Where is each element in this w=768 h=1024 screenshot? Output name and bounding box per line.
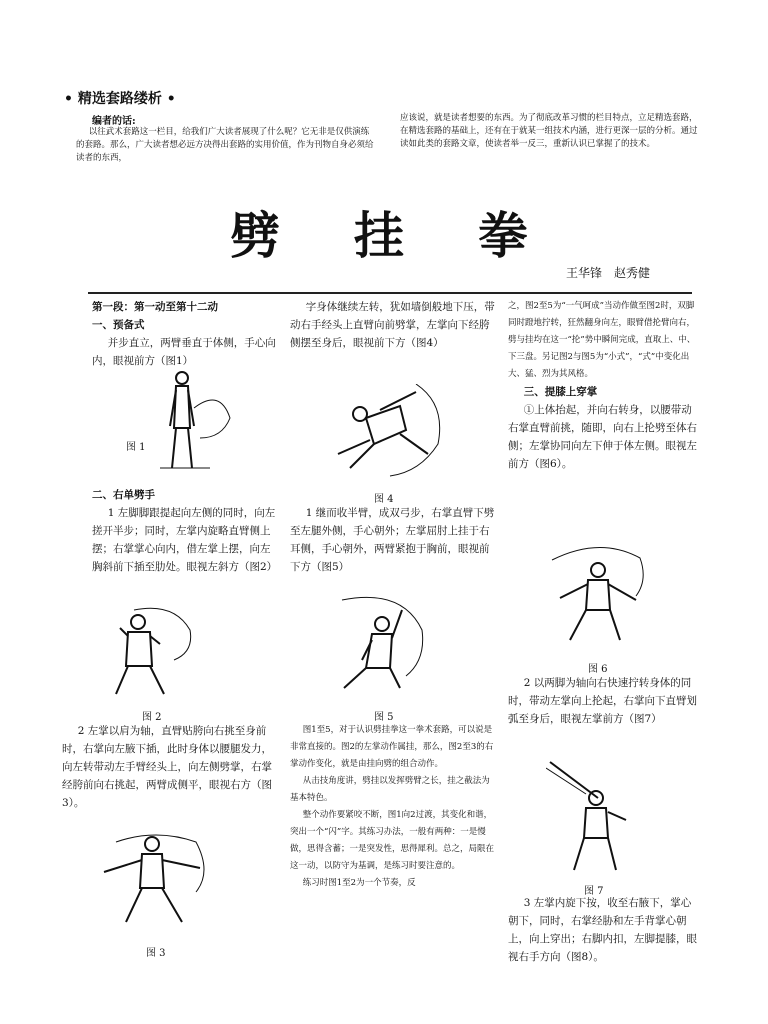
figure-7-caption: 图 7: [584, 886, 604, 897]
column-3-bottom: [508, 894, 700, 966]
paragraph: ①上体抬起，并向右转身，以腰带动右掌直臂前挑，随即，向右上抡劈至体右侧；左掌协同向左下伸于体左侧。眼视左前方（图6）。: [508, 404, 697, 470]
section-label: • 精选套路缕析 •: [64, 91, 176, 107]
title-divider: [88, 292, 692, 294]
column-2-bottom: [290, 722, 495, 892]
subheading-lift-knee: 三、提膝上穿掌: [523, 386, 598, 398]
paragraph: 之，图2至5为“一气呵成”当动作做至图2时，双脚同时蹬地拧转，狂然翻身向左，眼臂借抡臂向右，劈与挂均在这一“抡”势中瞬间完成，直取上、中、下三盘。另记图2与图5为“小式”，“式”中变化出大、猛、烈为其风格。: [508, 301, 696, 379]
figure-2-illustration: [104, 602, 204, 702]
figure-5-caption: 图 5: [374, 712, 394, 723]
paragraph: 并步直立，两臂垂直于体侧，手心向内，眼视前方（图1）: [92, 337, 276, 367]
column-2-mid: [290, 504, 495, 576]
editor-note-right-text: 应该说，就是读者想要的东西。为了彻底改革习惯的栏目特点，立足精选套路，在精选套路的基础上，还有在于就某一组技术内涵，进行更深一层的分析。通过读如此类的套路文章，使读者举一反三，重新认识已掌握了的技术。: [400, 113, 698, 149]
figure-3-illustration: [96, 832, 216, 932]
editor-heading: 编者的话:: [92, 116, 136, 127]
editor-note-left-text: 以往武术套路这一栏目，给我们广大读者展现了什么呢？它无非是仅供演练的套路。那么，广大读者想必远方决得出套路的实用价值，作为刊物自身必须给读者的东西，: [76, 127, 374, 163]
paragraph: 2 以两脚为轴向右快速拧转身体的同时，带动左掌向上抡起，右掌向下直臂划弧至身后，眼视左掌前方（图7）: [508, 677, 697, 725]
figure-4-caption: 图 4: [374, 494, 394, 505]
figure-2-caption: 图 2: [142, 712, 162, 723]
paragraph: 3 左掌内旋下按，收至右腋下，掌心朝下，同时，右掌经胁和左手背掌心朝上，向上穿出；右脚内扣，左脚提膝，眼视右手方向（图8）。: [508, 897, 697, 963]
column-1-bottom: [62, 722, 277, 812]
paragraph: 图1至5，对于认识劈挂拳这一拳术套路，可以说是非常直接的。图2的左掌动作属挂，那么，图2至3的右掌动作变化，就是由挂向劈的组合动作。: [290, 725, 494, 769]
subheading-right-single-chop: 二、右单劈手: [92, 489, 155, 501]
editor-note-right: [400, 112, 700, 151]
paragraph: 整个动作要紧咬不断，图1向2过渡，其变化和谐，突出一个“闪”字。其练习办法，一般有两种：一是慢做，思得含蓄；一是突发性，思得犀利。总之，局限在这一动，以防守为基调，是练习时要注意的。: [290, 810, 495, 871]
paragraph: 1 继而收半臂，成双弓步，右掌直臂下劈至左腿外侧，手心朝外；左掌屈肘上挂于右耳侧，手心朝外，两臂紧抱于胸前，眼视前下方（图5）: [290, 507, 495, 573]
column-1-mid: [92, 486, 277, 576]
authors: 王华锋 赵秀健: [566, 266, 651, 280]
section-heading: 第一段：第一动至第十二动: [92, 301, 218, 313]
paragraph: 从击技角度讲，劈挂以发挥劈臂之长，挂之截法为基本特色。: [290, 776, 490, 803]
column-2-top: [290, 298, 495, 352]
column-1-top: [92, 298, 277, 370]
figure-6-caption: 图 6: [588, 664, 608, 675]
editor-note-left: [76, 126, 376, 165]
paragraph: 字身体继续左转，犹如墙倒般地下压，带动右手经头上直臂向前劈掌，左掌向下经胯侧摆至身后，眼视前下方（图4）: [290, 301, 495, 349]
page-title: 劈 挂 拳: [230, 206, 540, 265]
column-3-top: [508, 298, 700, 473]
figure-6-illustration: [540, 540, 650, 650]
figure-1-illustration: [150, 368, 250, 478]
column-3-mid: [508, 674, 700, 728]
subheading-prep: 一、预备式: [92, 319, 145, 331]
paragraph: 练习时图1至2为一个节奏，反: [302, 878, 416, 888]
figure-4-illustration: [320, 384, 450, 484]
figure-7-illustration: [546, 758, 646, 878]
paragraph: 1 左脚脚跟提起向左侧的同时，向左搓开半步；同时，左掌内旋略直臂侧上摆；右掌掌心向内，借左掌上摆，向左胸斜前下插至肋处。眼视左斜方（图2）: [92, 507, 278, 573]
figure-3-caption: 图 3: [146, 948, 166, 959]
paragraph: 2 左掌以肩为轴，直臂贴胯向右挑至身前时，右掌向左腋下插，此时身体以腰腿发力，向左转带动左手臂经头上，向左侧劈掌，右掌经胯前向右挑起，两臂成侧平，眼视右方（图3）。: [62, 725, 272, 809]
figure-5-illustration: [322, 590, 432, 700]
figure-1-caption: 图 1: [126, 442, 146, 453]
